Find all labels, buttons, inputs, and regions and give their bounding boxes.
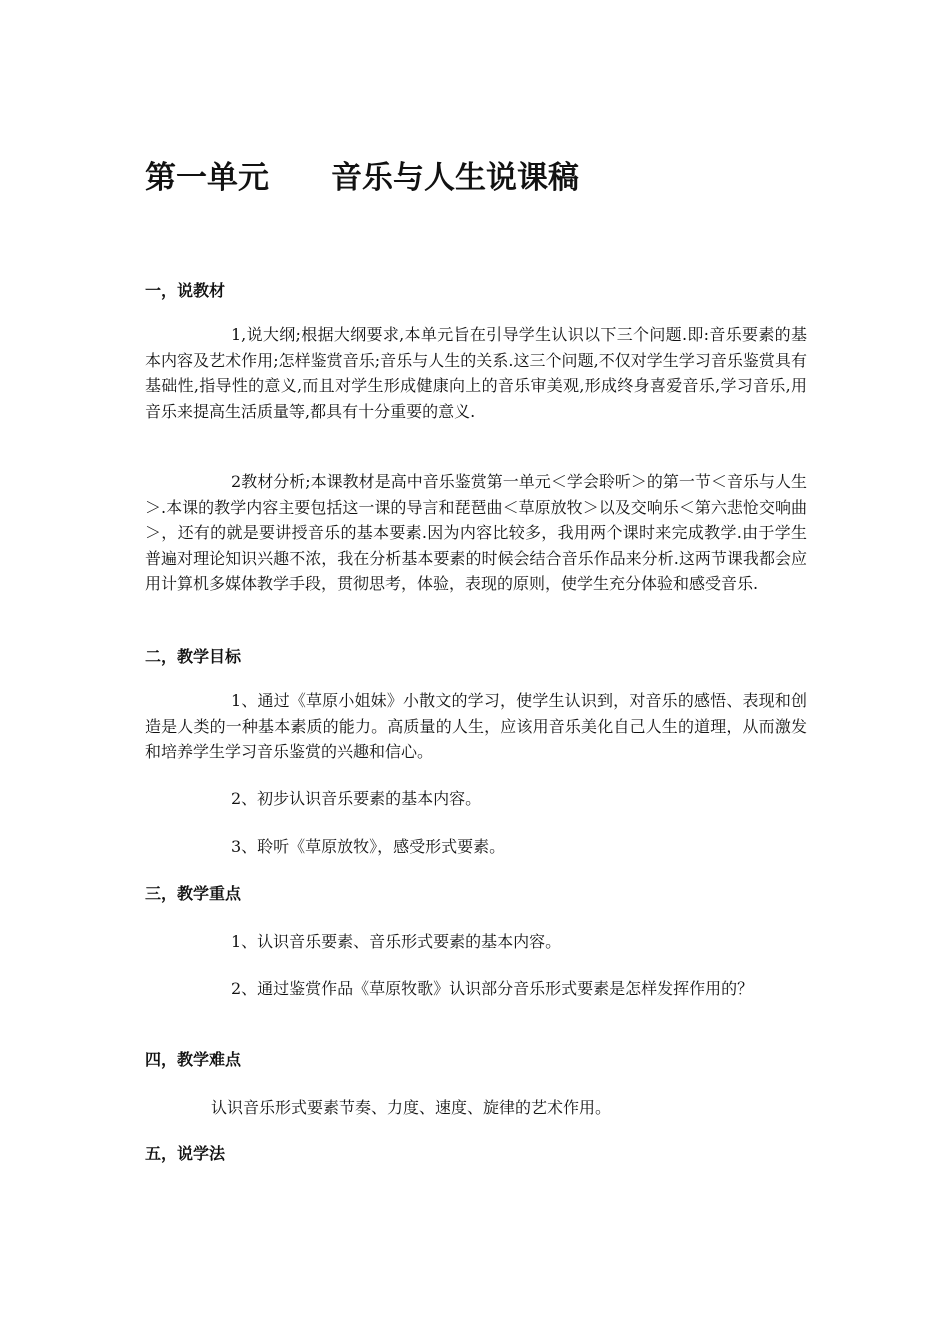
- paragraph-difficulty: 认识音乐形式要素节奏、力度、速度、旋律的艺术作用。: [211, 1098, 612, 1117]
- section-heading-1: 一，说教材: [145, 281, 226, 300]
- paragraph-objective-2: 2、初步认识音乐要素的基本内容。: [231, 789, 482, 808]
- section-heading-5: 五，说学法: [145, 1144, 226, 1163]
- page-title: 第一单元 音乐与人生说课稿: [145, 160, 579, 196]
- paragraph-key-point-2: 2、通过鉴赏作品《草原牧歌》认识部分音乐形式要素是怎样发挥作用的？: [231, 979, 754, 998]
- section-heading-4: 四，教学难点: [145, 1050, 242, 1069]
- paragraph-material-analysis: 2教材分析;本课教材是高中音乐鉴赏第一单元＜学会聆听＞的第一节＜音乐与人生＞.本课的教学内容主要包括这一课的导言和琵琶曲＜草原放牧＞以及交响乐＜第六悲怆交响曲＞，还有的就是要讲授音乐的基本要素.因为内容比较多，我用两个课时来完成教学.由于学生普遍对理论知识兴趣不浓，我在分析基本要素的时候会结合音乐作品来分析.这两节课我都会应用计算机多媒体教学手段，贯彻思考，体验，表现的原则，使学生充分体验和感受音乐.: [145, 472, 807, 593]
- section-heading-3: 三，教学重点: [145, 884, 242, 903]
- section-heading-2: 二，教学目标: [145, 647, 242, 666]
- paragraph-objective-1: 1、通过《草原小姐妹》小散文的学习，使学生认识到，对音乐的感悟、表现和创造是人类的一种基本素质的能力。高质量的人生，应该用音乐美化自己人生的道理，从而激发和培养学生学习音乐鉴赏的兴趣和信心。: [145, 691, 807, 761]
- paragraph-syllabus: 1,说大纲;根据大纲要求,本单元旨在引导学生认识以下三个问题.即:音乐要素的基本内容及艺术作用;怎样鉴赏音乐;音乐与人生的关系.这三个问题,不仅对学生学习音乐鉴赏具有基础性,指导性的意义,而且对学生形成健康向上的音乐审美观,形成终身喜爱音乐,学习音乐,用音乐来提高生活质量等,都具有十分重要的意义.: [145, 325, 807, 421]
- paragraph-objective-3: 3、聆听《草原放牧》，感受形式要素。: [231, 837, 506, 856]
- paragraph-key-point-1: 1、认识音乐要素、音乐形式要素的基本内容。: [231, 932, 562, 951]
